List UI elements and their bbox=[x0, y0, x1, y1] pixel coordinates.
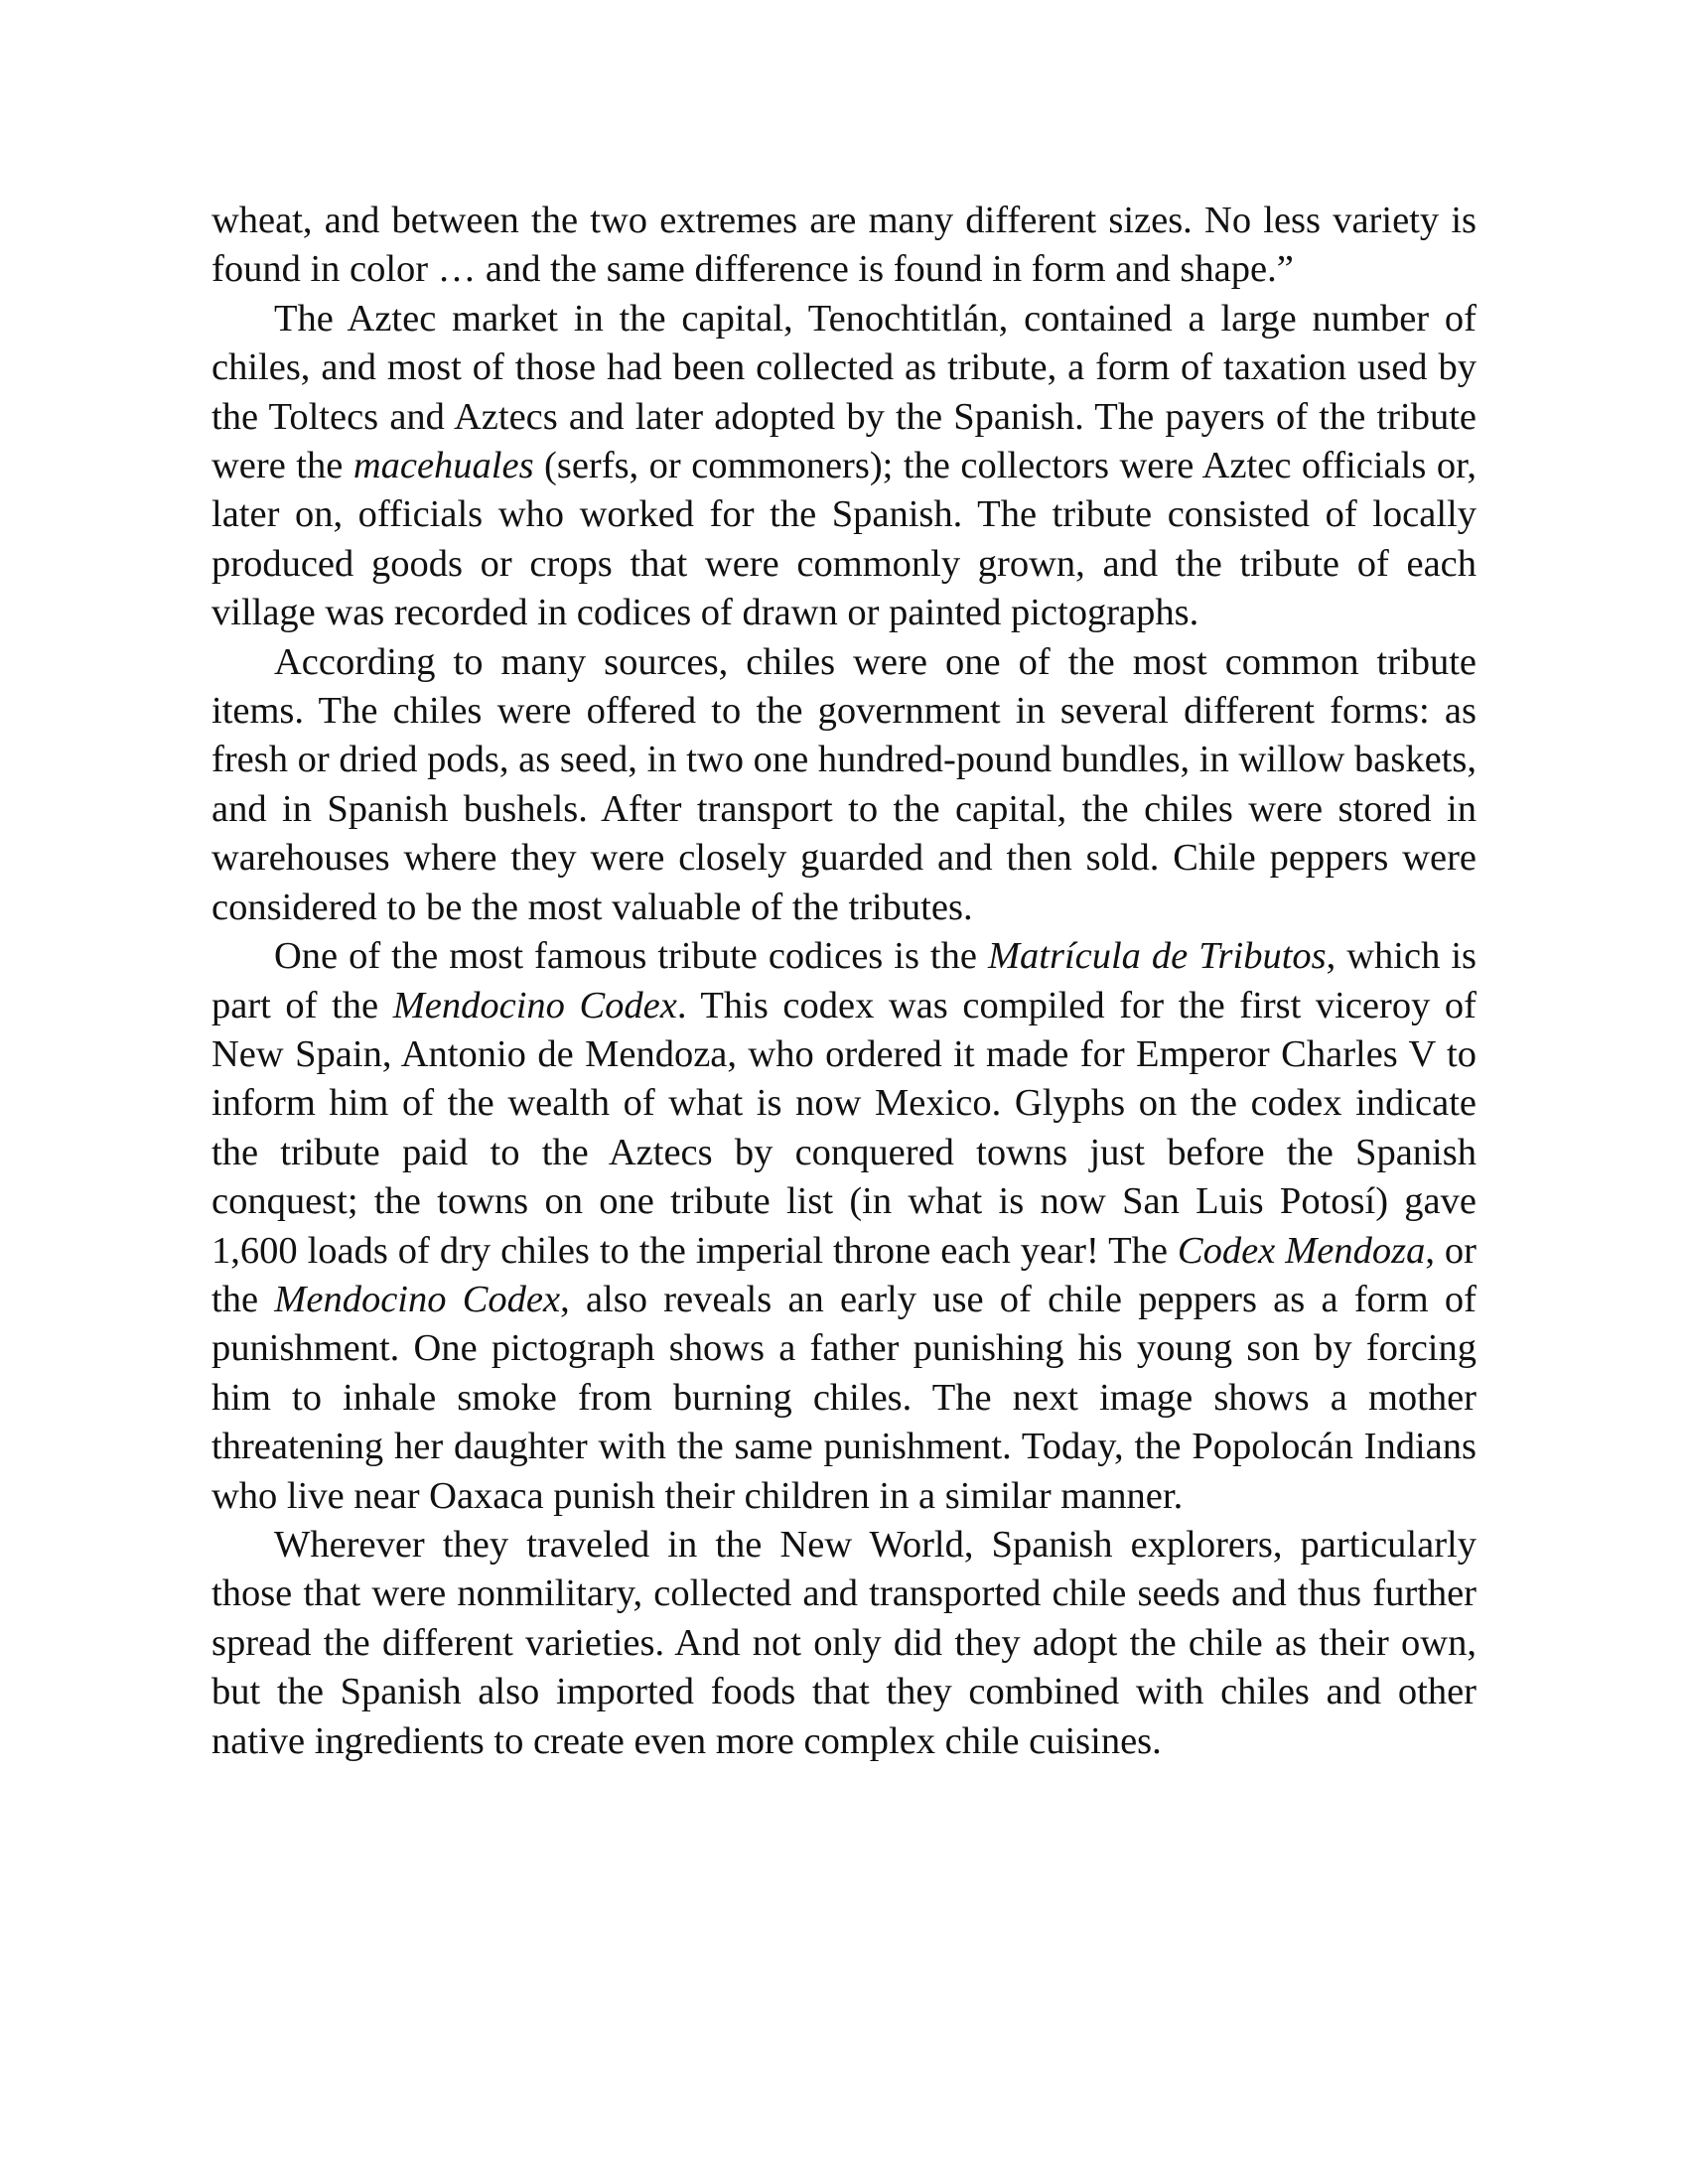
paragraph-1 bbox=[211, 197, 1477, 295]
title-matricula-de-tributos: Matrícula de Tributos bbox=[987, 935, 1327, 978]
title-codex-mendoza: Codex Mendoza bbox=[1177, 1229, 1426, 1272]
paragraph-5-text: Wherever they traveled in the New World, Spanish explorers, particularly those that were nonmilitary, collected and transported chile seeds and thus further spread the different varieties. And not only did they adopt the chile as their own, but the Spanish also imported foods that they combined with chiles and other native ingredients to create even more complex chile cuisines. bbox=[211, 1523, 1477, 1762]
term-macehuales: macehuales bbox=[352, 445, 534, 487]
paragraph-2-text: (serfs, or commoners); the collectors were Aztec officials or, later on, officials who worked for the Spanish. The tribute consisted of locally produced goods or crops that were commonly grown, and the tribute of each village was recorded in codices of drawn or painted pictographs. bbox=[211, 445, 1477, 634]
book-page bbox=[211, 197, 1477, 1766]
paragraph-4-text: One of the most famous tribute codices is the bbox=[274, 935, 988, 978]
paragraph-4-text: , which is part of the bbox=[211, 935, 1477, 1026]
paragraph-4-text: , also reveals an early use of chile peppers as a form of punishment. One pictograph shows a father punishing his young son by forcing him to inhale smoke from burning chiles. The next image shows a mother threatening her daughter with the same punishment. Today, the Popolocán Indians who live near Oaxaca punish their children in a similar manner. bbox=[211, 1278, 1477, 1517]
paragraph-3-text: According to many sources, chiles were one of the most common tribute items. The chiles were offered to the government in several different forms: as fresh or dried pods, as seed, in two one hundred-pound bundles, in willow baskets, and in Spanish bushels. After transport to the capital, the chiles were stored in warehouses where they were closely guarded and then sold. Chile peppers were considered to be the most valuable of the tributes. bbox=[211, 640, 1477, 928]
paragraph-2-text: The Aztec market in the capital, Tenochtitlán, contained a large number of chiles, and most of those had been collected as tribute, a form of taxation used by the Toltecs and Aztecs and later adopted by the Spanish. The payers of the tribute were the bbox=[211, 297, 1477, 487]
title-mendocino-codex: Mendocino Codex bbox=[274, 1278, 561, 1320]
paragraph-3 bbox=[211, 638, 1477, 932]
paragraph-1-text: wheat, and between the two extremes are many different sizes. No less variety is found in color … and the same difference is found in form and shape.” bbox=[211, 200, 1477, 291]
title-mendocino-codex: Mendocino Codex bbox=[392, 984, 677, 1026]
paragraph-4 bbox=[211, 932, 1477, 1521]
paragraph-4-text: . This codex was compiled for the first viceroy of New Spain, Antonio de Mendoza, who ordered it made for Emperor Charles V to inform him of the wealth of what is now Mexico. Glyphs on the codex indicate the tribute paid to the Aztecs by conquered towns just before the Spanish conquest; the towns on one tribute list (in what is now San Luis Potosí) gave 1,600 loads of dry chiles to the imperial throne each year! The bbox=[211, 984, 1477, 1272]
paragraph-2 bbox=[211, 295, 1477, 638]
paragraph-5 bbox=[211, 1521, 1477, 1766]
paragraph-4-text: , or the bbox=[211, 1229, 1477, 1320]
